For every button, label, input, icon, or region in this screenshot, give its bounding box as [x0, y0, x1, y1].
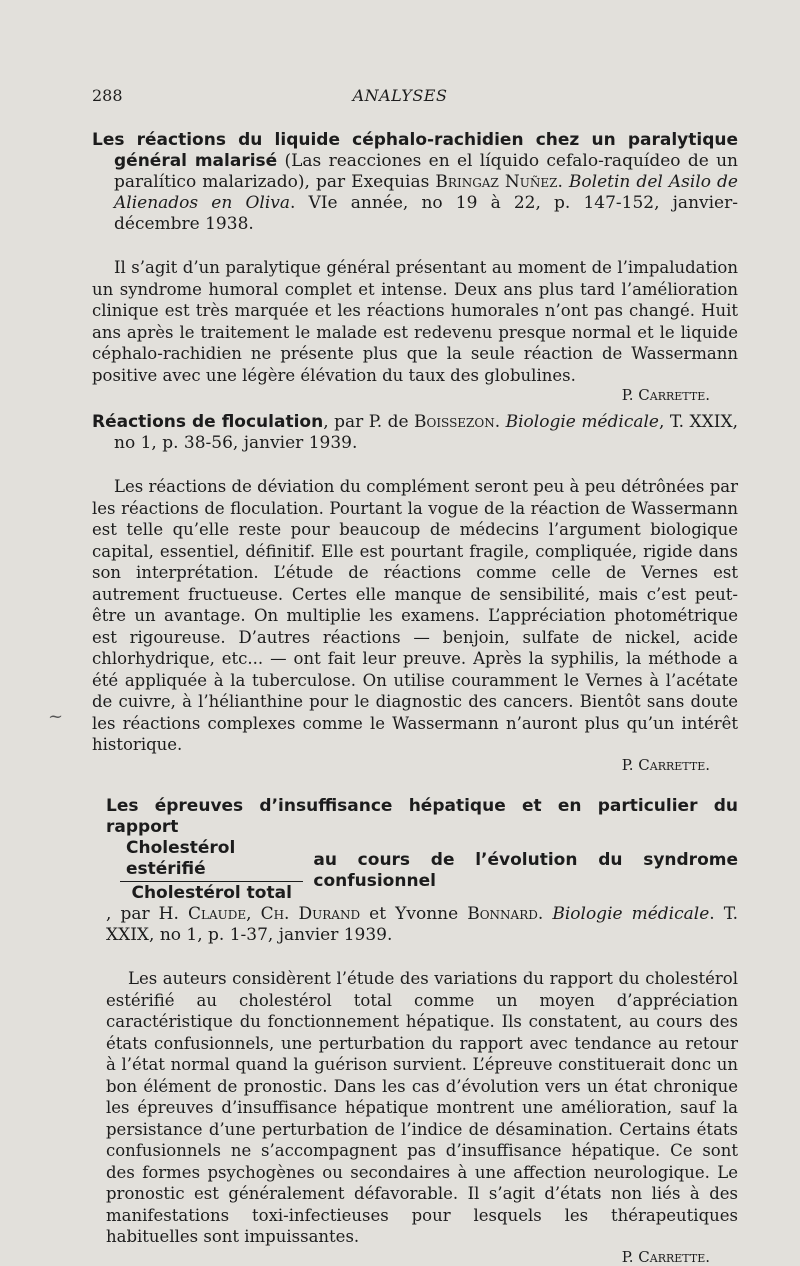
cholesterol-ratio-fraction [120, 838, 303, 904]
signature [92, 386, 738, 404]
journal-name: Boletin del Asilo de Alienados en Oliva [114, 172, 738, 213]
article-body: Les réactions de déviation du complément seront peu à peu détrônées par les réactions de floculation. Pourtant la vogue de la réaction de Wassermann est telle qu’elle reste pour beaucoup de médecins l’argument biologique capital, essentiel, définitif. Elle est pourtant fragile, compliquée, rigide dans son interprétation. L’étude de réactions comme celle de Vernes est autrement fructueuse. Certes elle manque de sensibilité, mais c’est peut-être un avantage. On multiplie les examens. L’appréciation photométrique est rigoureuse. D’autres réactions — benjoin, sulfate de nickel, acide chlorhydrique, etc... — ont fait leur preuve. Après la syphilis, la méthode a été appliquée à la tuberculose. On utilise couramment le Vernes à l’acétate de cuivre, à l’hélianthine pour le diagnostic des cancers. Bientôt sans doute les réactions complexes comme le Wassermann n’auront plus qu’un intérêt historique. [92, 477, 738, 754]
citation-details: . T. XXIX, no 1, p. 1-37, janvier 1939. [106, 904, 738, 945]
signature [106, 1248, 738, 1266]
article-3 [106, 796, 738, 1266]
title-text: et Yvonne [360, 904, 468, 924]
article-title [92, 130, 738, 235]
title-text: (Las reacciones en el líquido cefalo-raquídeo de un paralítico malarizado), par Exequias [114, 151, 738, 192]
running-head: ANALYSES [352, 86, 448, 105]
signature-initial: P. [621, 755, 639, 774]
margin-mark: ~ [48, 706, 64, 727]
title-text: . [537, 904, 553, 924]
title-fraction-line [106, 838, 738, 904]
journal-name: Biologie médicale [505, 412, 659, 432]
title-text: . [557, 172, 569, 192]
title-bold: Réactions de floculation [92, 412, 324, 432]
page-header [92, 86, 708, 110]
signature-initial: P. [621, 386, 639, 404]
title-bold-continuation: au cours de l’évolution du syndrome confusionnel [313, 850, 738, 891]
page-number: 288 [92, 86, 123, 105]
title-bold-line: Les épreuves d’insuffisance hépatique et en particulier du rapport [106, 796, 738, 837]
journal-name: Biologie médicale [552, 904, 710, 924]
author-name: Claude, Ch. Durand [187, 904, 361, 924]
author-name: Bringaz Nuñez [435, 172, 558, 192]
citation-details: . VIe année, no 19 à 22, p. 147-152, janvier-décembre 1938. [114, 193, 738, 234]
author-name: Boissezon [413, 412, 495, 432]
article-2 [92, 412, 738, 774]
fraction-numerator: Cholestérol estérifié [120, 838, 303, 882]
title-text: , par P. de [323, 412, 414, 432]
title-bold: Les réactions du liquide céphalo-rachidien chez un paralytique général malarisé [92, 130, 738, 171]
signature-initial: P. [621, 1247, 639, 1266]
signature [92, 756, 738, 774]
title-text: , par H. [106, 904, 188, 924]
fraction-denominator: Cholestérol total [131, 883, 292, 903]
citation-line [106, 904, 738, 946]
article-body: Les auteurs considèrent l’étude des variations du rapport du cholestérol estérifié au cholestérol total comme un moyen d’appréciation caractéristique du fonctionnement hépatique. Ils constatent, au cours des états confusionnels, une perturbation du rapport avec tendance au retour à l’état normal quand la guérison survient. L’épreuve constituerait donc un bon élément de pronostic. Dans les cas d’évolution vers un état chronique les épreuves d’insuffisance hépatique montrent une amélioration, sauf la persistance d’une perturbation de l’indice de désamination. Certains états confusionnels ne s’accompagnent pas d’insuffisance hépatique. Ce sont des formes psychogènes ou secondaires à une affection neurologique. Le pronostic est généralement défavorable. Il s’agit d’états non liés à des manifestations toxi-infectieuses pour lesquels les thérapeutiques habituelles sont impuissantes. [106, 969, 738, 1246]
article-1 [92, 130, 738, 404]
article-body: Il s’agit d’un paralytique général présentant au moment de l’impaludation un syndrome humoral complet et intense. Deux ans plus tard l’amélioration clinique est très marquée et les réactions humorales n’ont pas changé. Huit ans après le traitement le malade est redevenu presque normal et le liquide céphalo-rachidien ne présente plus que la seule réaction de Wassermann positive avec une légère élévation du taux des globulines. [92, 258, 738, 385]
author-name-2: Bonnard [467, 904, 538, 924]
title-text: . [494, 412, 506, 432]
article-title [92, 412, 738, 454]
signature-name: Carrette. [638, 755, 710, 774]
citation-details: , T. XXIX, no 1, p. 38-56, janvier 1939. [114, 412, 738, 453]
article-title [106, 796, 738, 946]
signature-name: Carrette. [638, 1247, 710, 1266]
signature-name: Carrette. [638, 386, 710, 404]
